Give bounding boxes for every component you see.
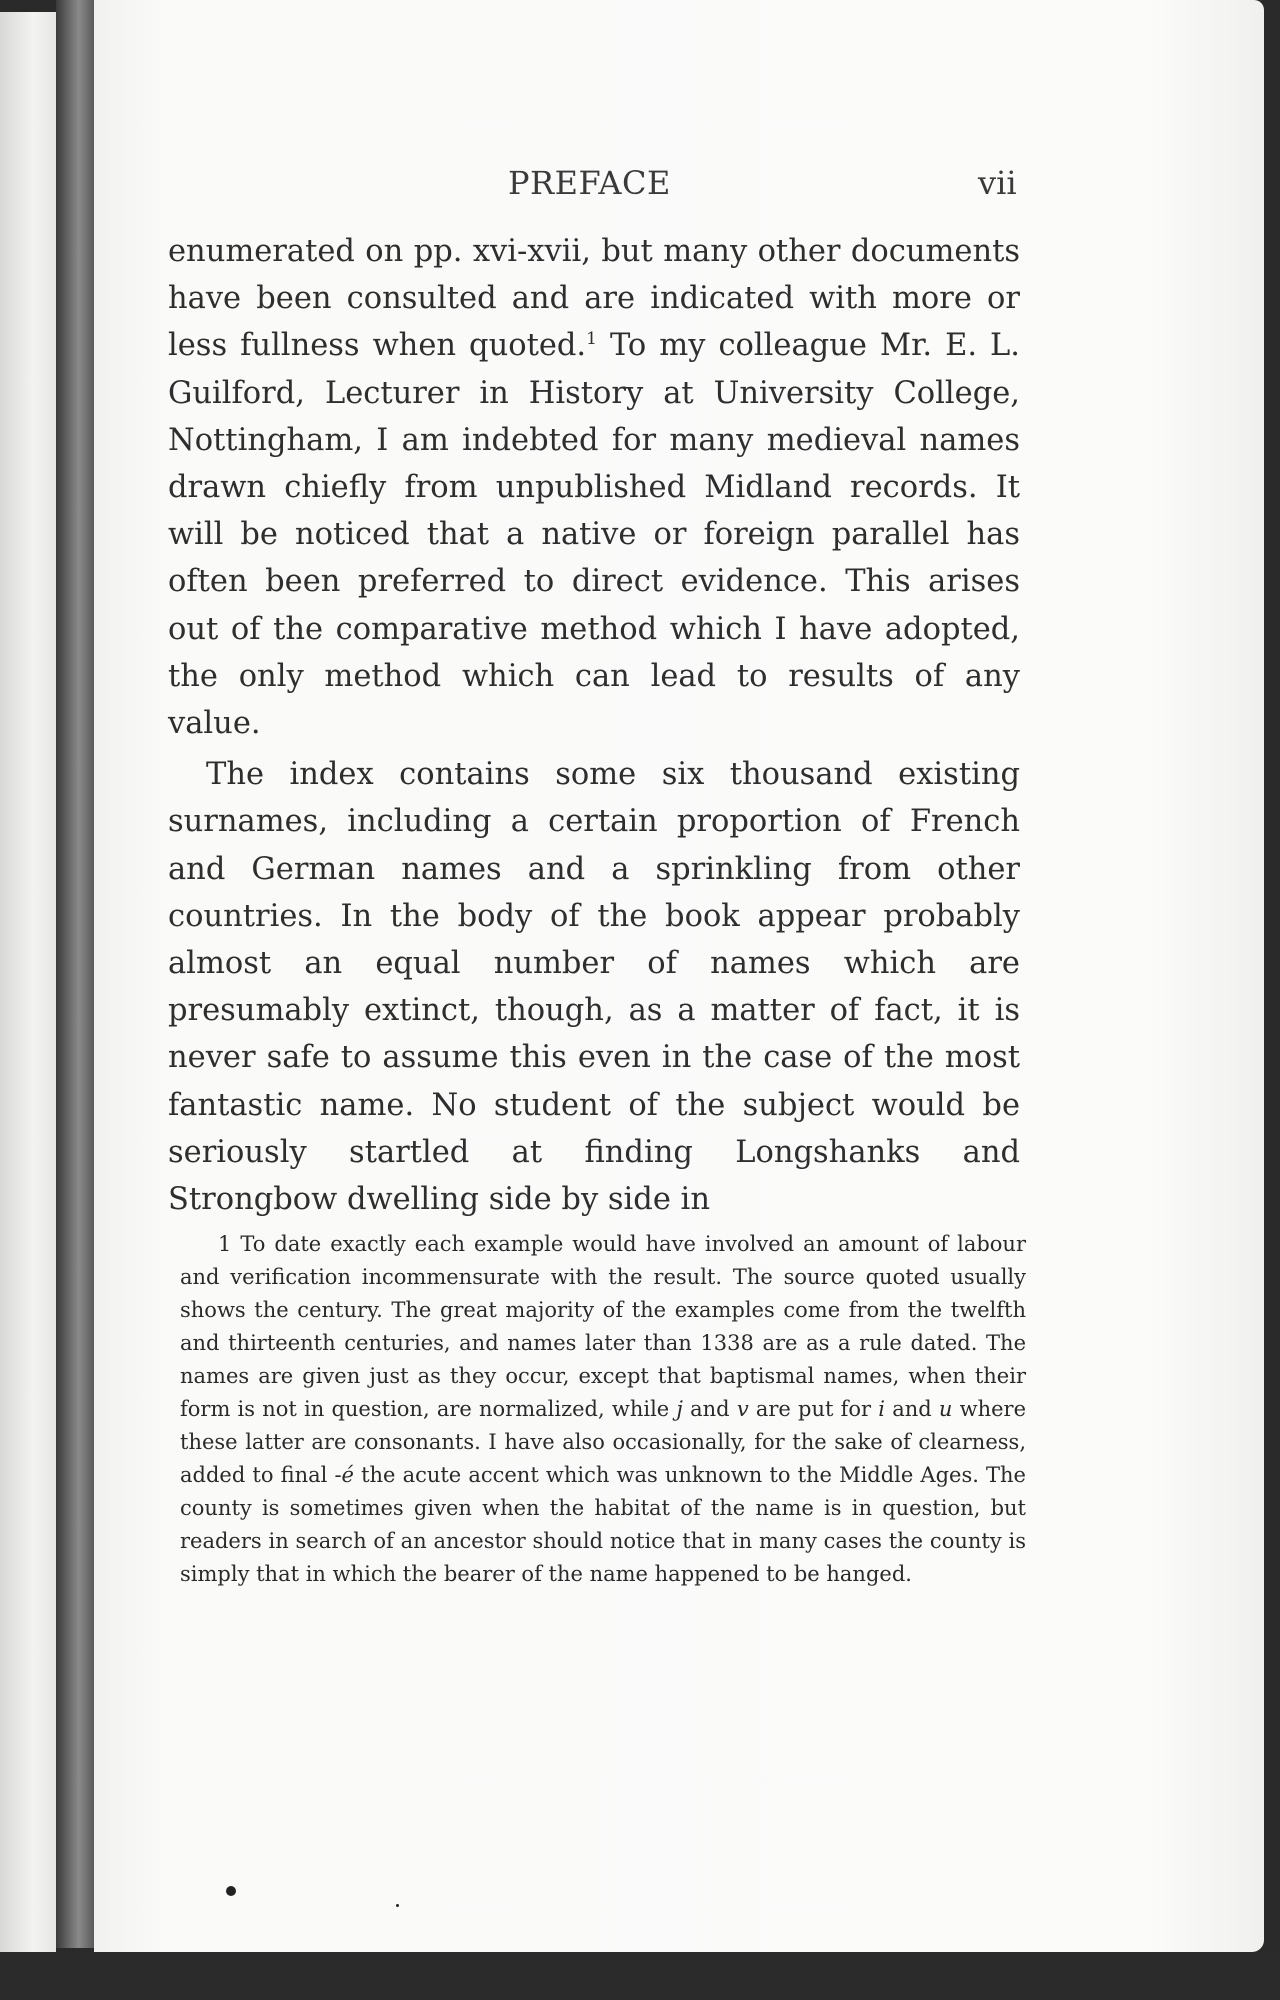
- paragraph-text: enumerated on pp. xvi-xvii, but many other documents have been consulted and are indicated with more or less fullness when quoted.: [168, 234, 1020, 364]
- footnote-text: where these latter are consonants. I have also occasionally, for the sake of clearness, added to final: [180, 1397, 1027, 1487]
- footnote: [180, 1228, 1026, 1591]
- running-header: [94, 164, 1264, 214]
- paragraph-text: To my colleague Mr. E. L. Guilford, Lecturer in History at University College, Nottingham, I am indebted for many medieval names drawn chiefly from unpublished Midland records. It will be noticed that a native or foreign parallel has often been preferred to direct evidence. This arises out of the comparative method which I have adopted, the only method which can lead to results of any value.: [168, 328, 1020, 742]
- footnote-text: the acute accent which was unknown to the Middle Ages. The county is sometimes given when the habitat of the name is in question, but readers in search of an ancestor should notice that in many cases the county is simply that in which the bearer of the name happened to be hanged.: [180, 1463, 1026, 1586]
- paragraph: [168, 228, 1020, 747]
- running-title: PREFACE: [508, 164, 671, 202]
- body-text: [168, 228, 1020, 1223]
- footnote-marker: 1: [218, 1232, 232, 1256]
- footnote-italic: i: [878, 1397, 886, 1421]
- book-gutter: [56, 0, 94, 1948]
- footnote-italic: u: [938, 1397, 953, 1421]
- paragraph: The index contains some six thousand existing surnames, including a certain proportion of French and German names and a sprinkling from other countries. In the body of the book appear probably almost an equal number of names which are presumably extinct, though, as a matter of fact, it is never safe to assume this even in the case of the most fantastic name. No student of the subject would be seriously startled at finding Longshanks and Strongbow dwelling side by side in: [168, 757, 1020, 1218]
- footnote-text: and: [885, 1397, 939, 1421]
- footnote-italic: -é: [334, 1463, 354, 1487]
- footnote-italic: v: [736, 1397, 749, 1421]
- ink-speck: [396, 1904, 399, 1907]
- footnote-reference: 1: [586, 329, 597, 350]
- footnote-text: and: [682, 1397, 737, 1421]
- footnote-text: To date exactly each example would have involved an amount of labour and verification incommensurate with the result. The source quoted usually shows the century. The great majority of the examples come from the twelfth and thirteenth centuries, and names later than 1338 are as a rule dated. The names are given just as they occur, except that baptismal names, when their form is not in question, are normalized, while: [180, 1232, 1026, 1421]
- page-number: vii: [978, 164, 1017, 202]
- book-page: [94, 0, 1264, 1952]
- footnote-text: are put for: [748, 1397, 879, 1421]
- scanner-bed-edge: [0, 1952, 1280, 2000]
- facing-page-edge: [0, 12, 56, 1962]
- ink-speck: [226, 1886, 236, 1896]
- footnote-italic: j: [676, 1397, 683, 1421]
